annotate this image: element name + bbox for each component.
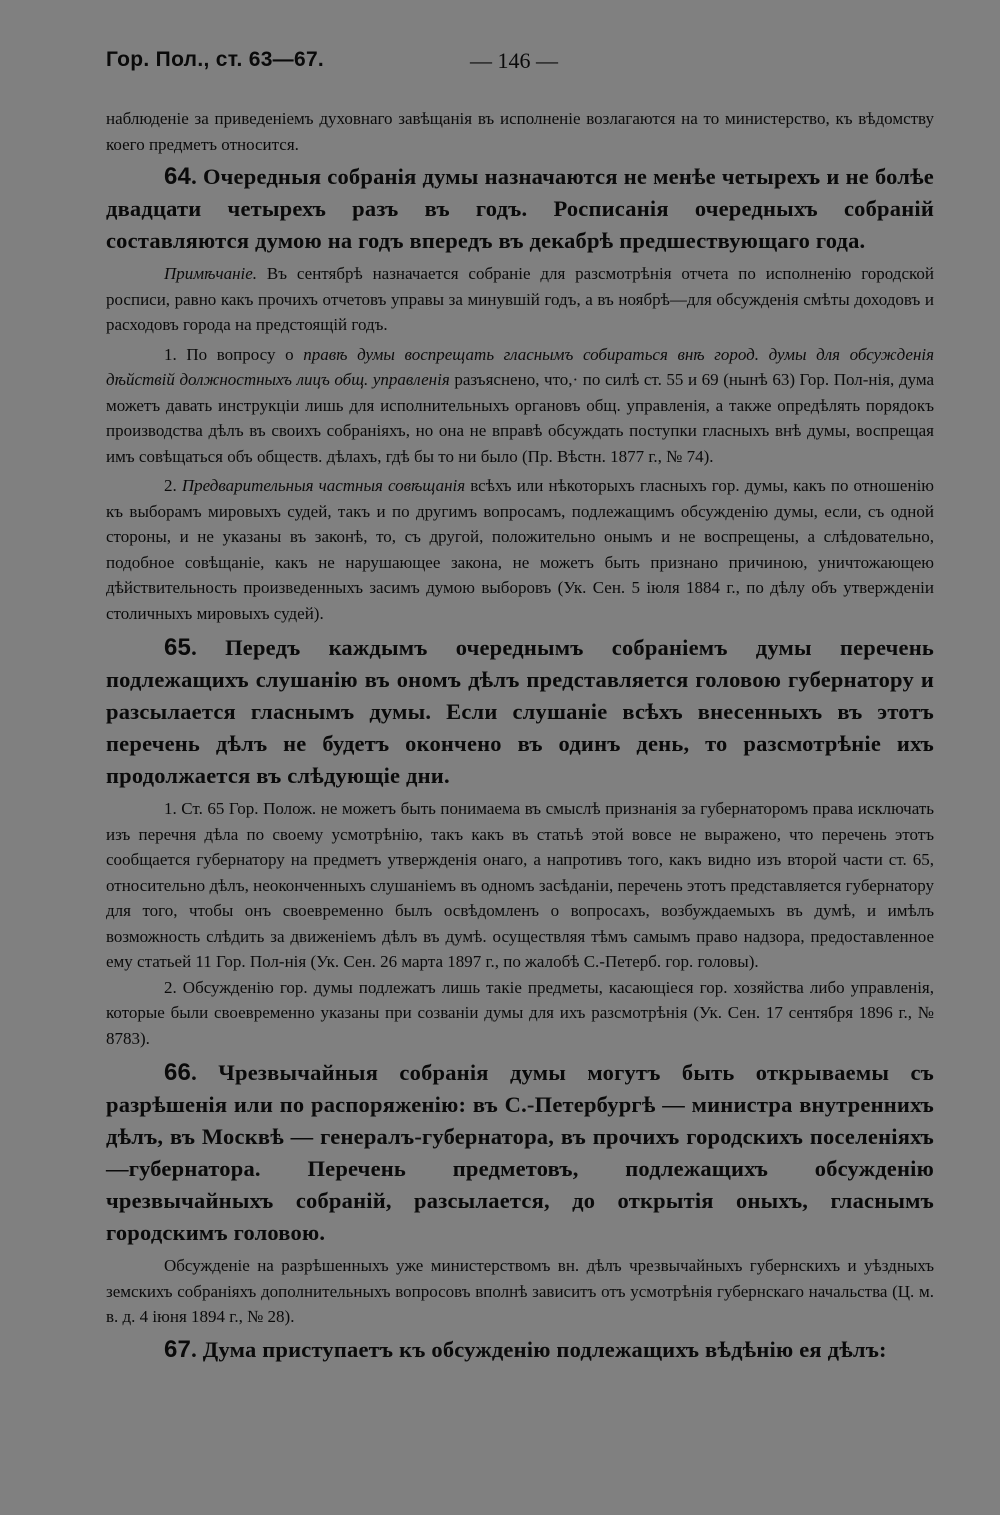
commentary-italic: правѣ думы воспрещать гласнымъ собираться внѣ город. думы для обсужденія дѣйствій должностныхъ лицъ общ. управленія bbox=[106, 344, 934, 389]
article-text: . Чрезвычайныя собранія думы могутъ быть открываемы съ разрѣшенія или по распоряженію: въ С.-Петербургѣ — министра внутреннихъ дѣлъ, въ Москвѣ — генералъ-губернатора, въ прочихъ городскихъ поселеніяхъ—губернатора. Перечень предметовъ, подлежащихъ обсужденію чрезвычайныхъ собраній, разсылается, до открытія оныхъ, гласнымъ городскимъ головою. bbox=[106, 1060, 934, 1245]
article-64 bbox=[106, 161, 934, 257]
continued-paragraph: наблюденіе за приведеніемъ духовнаго завѣщанія въ исполненіе возлагаются на то министерство, къ вѣдомству коего предметъ относится. bbox=[106, 109, 934, 154]
commentary-65-2: 2. Обсужденію гор. думы подлежатъ лишь такіе предметы, касающіеся гор. хозяйства либо управленія, которые были своевременно указаны при созваніи думы для ихъ разсмотрѣнія (Ук. Сен. 17 сентября 1896 г., № 8783). bbox=[106, 977, 934, 1048]
note-label: Примѣчаніе. bbox=[164, 264, 258, 283]
commentary-65-1: 1. Ст. 65 Гор. Полож. не можетъ быть понимаема въ смыслѣ признанія за губернаторомъ права исключать изъ перечня дѣла по своему усмотрѣнію, такъ какъ въ статьѣ этой вовсе не выражено, что перечень этотъ сообщается губернатору на предметъ утвержденія онаго, а напротивъ того, какъ видно изъ второй части ст. 65, относительно дѣлъ, неоконченныхъ слушаніемъ въ одномъ засѣданіи, перечень этотъ представляется губернатору для того, чтобы онъ своевременно былъ освѣдомленъ о вопросахъ, возбуждаемыхъ въ думѣ, и имѣлъ возможность слѣдить за движеніемъ дѣлъ въ думѣ. осуществляя тѣмъ самымъ право надзора, предоставленное ему статьей 11 Гор. Пол-нія (Ук. Сен. 26 марта 1897 г., по жалобѣ С.-Петерб. гор. головы). bbox=[106, 799, 934, 971]
page-header bbox=[106, 48, 936, 78]
commentary-text: разъяснено, что,· по силѣ ст. 55 и 69 (нынѣ 63) Гор. Пол-нія, дума можетъ давать инструкціи лишь для исполнительныхъ органовъ общ. управленія, а также опредѣлять порядокъ производства дѣлъ въ своихъ собраніяхъ, но она не вправѣ обсуждать поступки гласныхъ внѣ думы, воспрещая имъ совѣщаться объ обществ. дѣлахъ, гдѣ бы то ни было (Пр. Вѣстн. 1877 г., № 74). bbox=[106, 370, 934, 466]
article-number: 64 bbox=[164, 163, 192, 190]
article-text: . Передъ каждымъ очереднымъ собраніемъ думы перечень подлежащихъ слушанію въ ономъ дѣлъ представляется головою губернатору и разсылается гласнымъ думы. Если слушаніе всѣхъ внесенныхъ въ этотъ перечень дѣлъ не будетъ окончено въ одинъ день, то разсмотрѣніе ихъ продолжается въ слѣдующіе дни. bbox=[106, 635, 934, 788]
article-66 bbox=[106, 1057, 934, 1249]
page-number: — 146 — bbox=[470, 48, 558, 73]
running-head: Гор. Пол., ст. 63—67. bbox=[106, 48, 325, 71]
commentary-text: всѣхъ или нѣкоторыхъ гласныхъ гор. думы, какъ по отношенію къ выборамъ мировыхъ судей, такъ и по другимъ вопросамъ, подлежащимъ обсужденію думы, если, съ одной стороны, и не указаны въ законѣ, то, съ другой, положительно онымъ и не воспрещены, а слѣдовательно, подобное совѣщаніе, какъ не нарушающее закона, не можетъ быть признано причиною, уничтожающею дѣйствительность произведенныхъ засимъ думою выборовъ (Ук. Сен. 5 іюля 1884 г., по дѣлу объ утвержденіи столичныхъ мировыхъ судей). bbox=[106, 476, 934, 623]
article-text: . Очередныя собранія думы назначаются не менѣе четырехъ и не болѣе двадцати четырехъ разъ въ годъ. Росписанія очередныхъ собраній составляются думою на годъ впередъ въ декабрѣ предшествующаго года. bbox=[106, 164, 934, 253]
commentary-italic: Предварительныя частныя совѣщанія bbox=[181, 476, 466, 495]
commentary-text: 2. bbox=[164, 476, 182, 495]
commentary-text: 1. По вопросу о bbox=[164, 344, 304, 364]
article-number: 67 bbox=[164, 1335, 192, 1363]
article-65 bbox=[106, 632, 934, 792]
article-number: 66 bbox=[164, 1059, 192, 1086]
article-text: . Дума приступаетъ къ обсужденію подлежащихъ вѣдѣнію ея дѣлъ: bbox=[191, 1336, 887, 1362]
commentary-66-1: Обсужденіе на разрѣшенныхъ уже министерствомъ вн. дѣлъ чрезвычайныхъ губернскихъ и уѣздныхъ земскихъ собраніяхъ дополнительныхъ вопросовъ вполнѣ зависитъ отъ усмотрѣнія губернскаго начальства (Ц. м. в. д. 4 іюня 1894 г., № 28). bbox=[106, 1256, 934, 1326]
note-text: Въ сентябрѣ назначается собраніе для разсмотрѣнія отчета по исполненію городской росписи, равно какъ прочихъ отчетовъ управы за минувшій годъ, а въ ноябрѣ—для обсужденія смѣты доходовъ и расходовъ города на предстоящій годъ. bbox=[106, 264, 934, 334]
page-body bbox=[106, 106, 934, 1366]
commentary-64-2 bbox=[106, 473, 934, 626]
commentary-64-1 bbox=[106, 342, 934, 470]
article-67 bbox=[106, 1334, 934, 1366]
article-number: 65 bbox=[164, 634, 192, 661]
note-64 bbox=[106, 261, 934, 338]
